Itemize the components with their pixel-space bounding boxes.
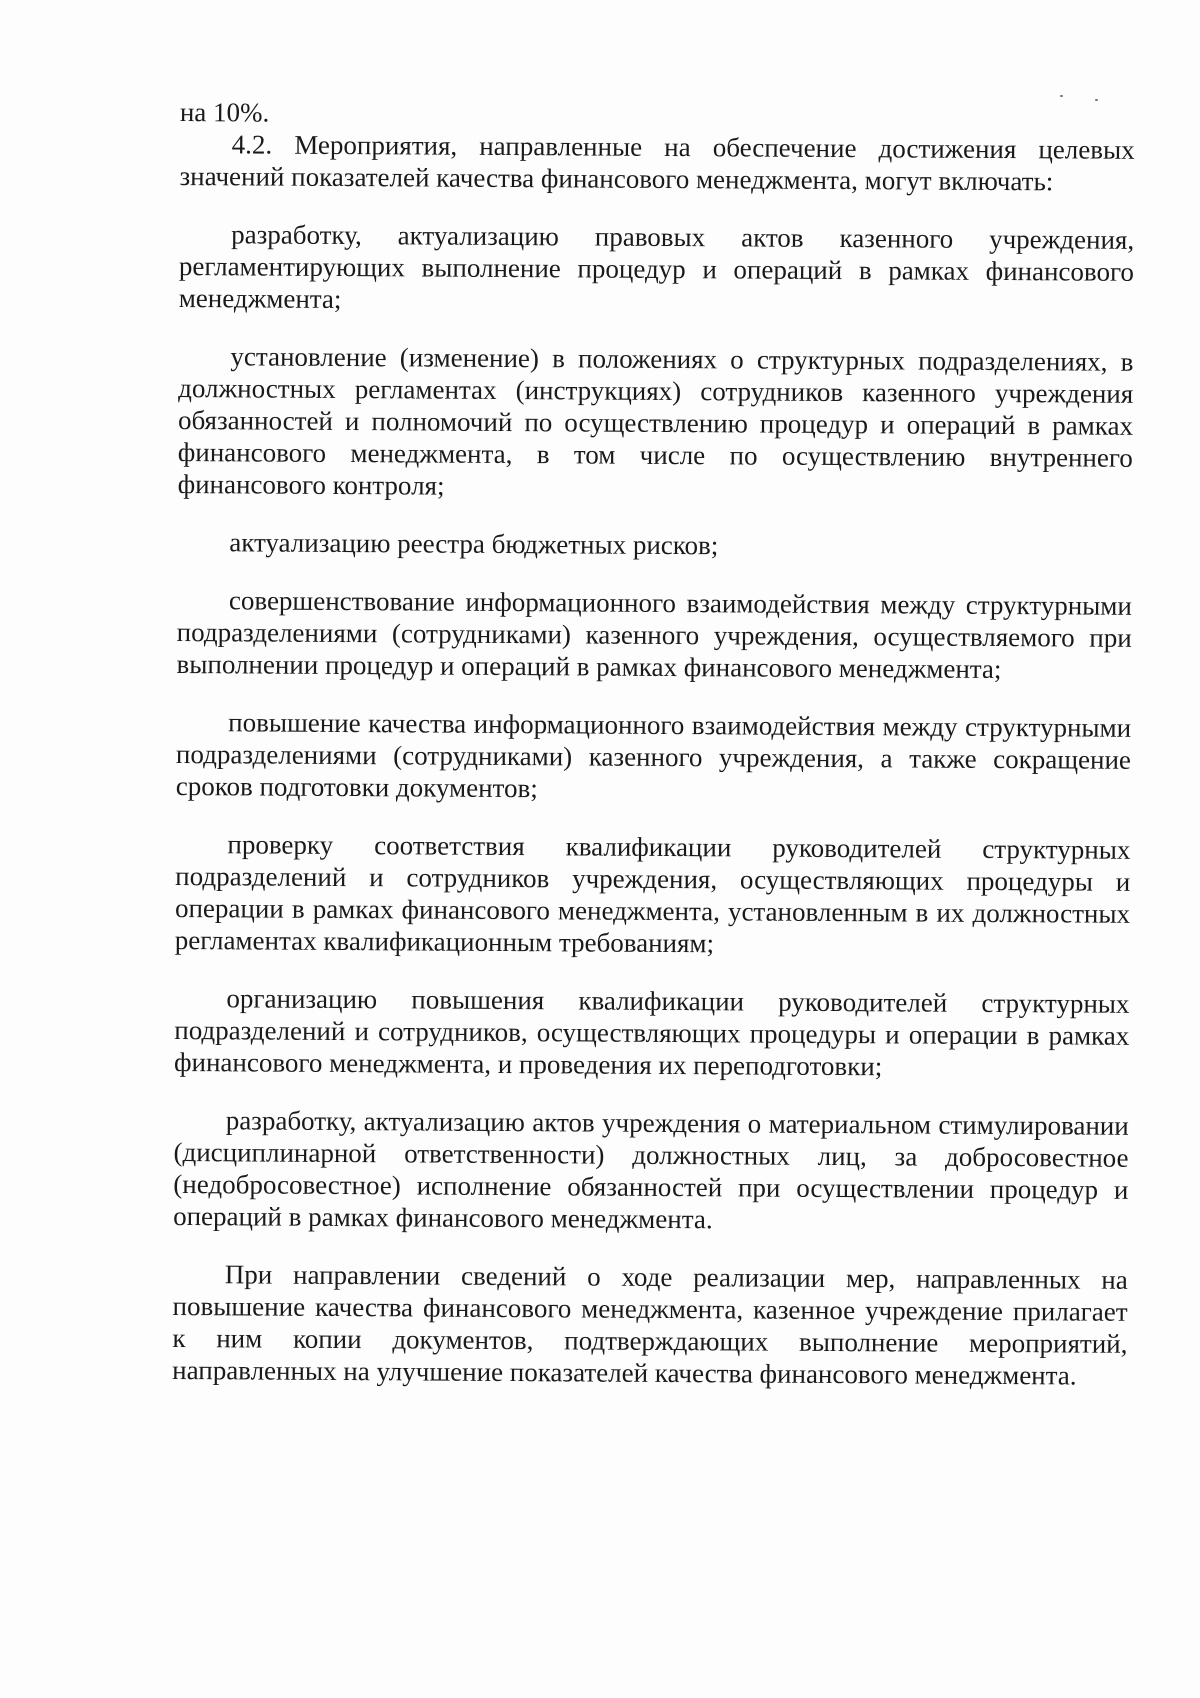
scan-speck bbox=[1060, 95, 1063, 97]
list-item: проверку соответствия квалификации руководителей структурных подразделений и сотрудников учреждения, осуществляющих процедуры и операции в рамках финансового менеджмента, установленным в их должностных регламентах квалификационным требованиям; bbox=[174, 829, 1131, 959]
list-item: повышение качества информационного взаимодействия между структурными подразделениями (сотрудниками) казенного учреждения, а также сокращение сроков подготовки документов; bbox=[175, 707, 1132, 804]
list-item: совершенствование информационного взаимодействия между структурными подразделениями (сотрудниками) казенного учреждения, осуществляемого при выполнении процедур и операций в рамках финансового менеджмента; bbox=[176, 585, 1132, 685]
section-4-2-intro: 4.2. Мероприятия, направленные на обеспечение достижения целевых значений показателей качества финансового менеджмента, могут включать: bbox=[179, 129, 1135, 197]
list-item: актуализацию реестра бюджетных рисков; bbox=[229, 527, 719, 561]
list-item: установление (изменение) в положениях о структурных подразделениях, в должностных регламентах (инструкциях) сотрудников казенного учреждения обязанностей и полномочий по осуществлению процедур и операций в рамках финансового менеджмента, в том числе по осуществлению внутреннего финансового контроля; bbox=[177, 341, 1134, 501]
paragraph-continuation: на 10%. bbox=[179, 96, 270, 128]
closing-paragraph: При направлении сведений о ходе реализации мер, направленных на повышение качества финансового менеджмента, казенное учреждение прилагает к ним копии документов, подтверждающих выполнение мероприятий, направленных на улучшение показателей качества финансового менеджмента. bbox=[172, 1259, 1128, 1391]
document-body bbox=[172, 96, 1135, 1392]
list-item: разработку, актуализацию актов учреждения о материальном стимулировании (дисциплинарной ответственности) должностных лиц, за добросовестное (недобросовестное) исполнение обязанностей при осуществлении процедур и операций в рамках финансового менеджмента. bbox=[173, 1105, 1129, 1235]
list-item: организацию повышения квалификации руководителей структурных подразделений и сотрудников, осуществляющих процедуры и операции в рамках финансового менеджмента, и проведения их переподготовки; bbox=[174, 983, 1130, 1082]
list-item: разработку, актуализацию правовых актов казенного учреждения, регламентирующих выполнение процедур и операций в рамках финансового менеджмента; bbox=[178, 219, 1135, 314]
